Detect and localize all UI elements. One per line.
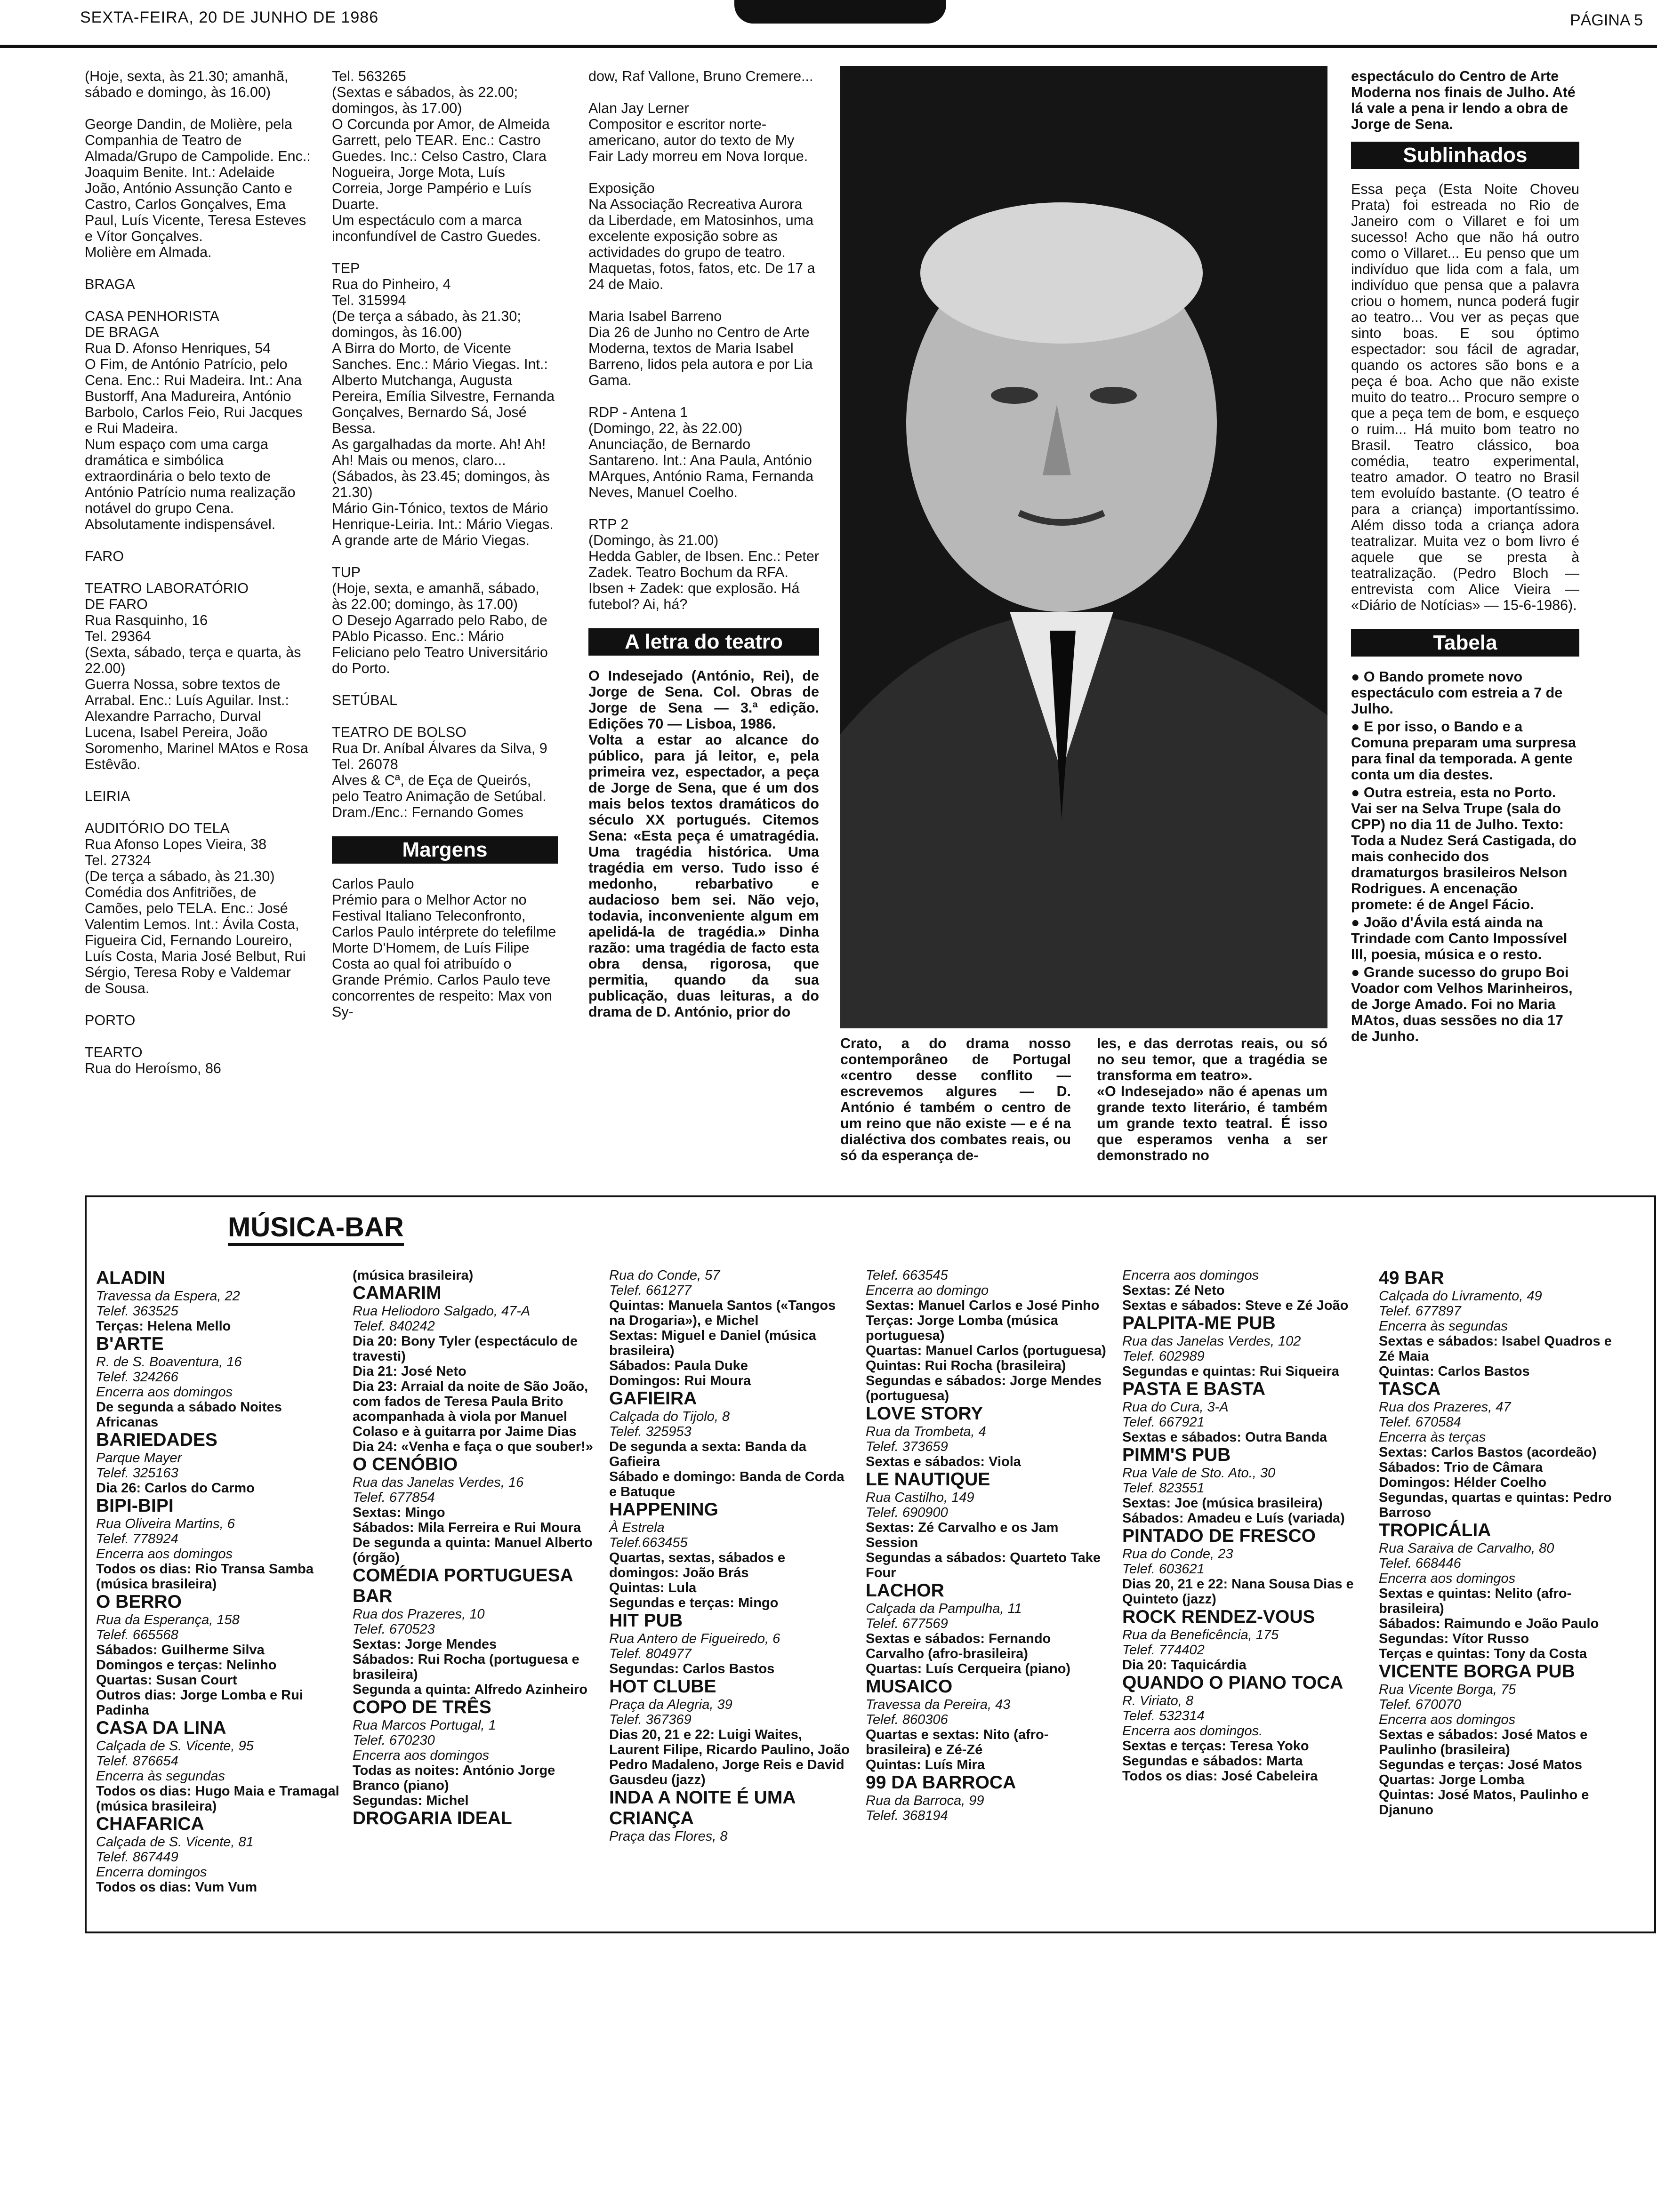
venue-entry: [1122, 1445, 1367, 1526]
venue-schedule: Sábados: Paula Duke: [609, 1358, 748, 1373]
venue-name: PINTADO DE FRESCO: [1122, 1526, 1316, 1546]
venue-name: GAFIEIRA: [609, 1388, 697, 1409]
venue-name: DROGARIA IDEAL: [353, 1808, 512, 1828]
venue-schedule: Segundas e sábados: Marta: [1122, 1754, 1303, 1769]
under-photo-text-a: Crato, a do drama nosso contemporâneo de Portugal «centro desse conflito — escrevemos algures — D. António é também o centro de um reino que não existe — e é na dialéctiva dos combates reais, ou só da esperança de-: [840, 1035, 1071, 1163]
issue-date: SEXTA-FEIRA, 20 DE JUNHO DE 1986: [80, 8, 379, 26]
venue-address: Encerra aos domingos: [353, 1748, 490, 1763]
venue-schedule: Sextas e sábados: Isabel Quadros e Zé Maia: [1379, 1334, 1612, 1364]
musica-bar-column: [1122, 1268, 1367, 1784]
venue-name: HAPPENING: [609, 1499, 718, 1520]
venue-address: Rua Saraiva de Carvalho, 80: [1379, 1541, 1554, 1556]
venue-schedule: Todos os dias: Hugo Maia e Tramagal (música brasileira): [96, 1784, 339, 1814]
venue-name: O BERRO: [96, 1592, 182, 1612]
venue-address: Rua do Conde, 23: [1122, 1547, 1233, 1562]
venue-address: Telef. 667921: [1122, 1415, 1205, 1430]
venue-address: Travessa da Espera, 22: [96, 1289, 240, 1304]
venue-entry: [353, 1283, 597, 1454]
venue-schedule: Quintas: Carlos Bastos: [1379, 1364, 1530, 1379]
venue-address: Rua Antero de Figueiredo, 6: [609, 1631, 780, 1646]
venue-entry: [1122, 1268, 1367, 1313]
venue-address: À Estrela: [609, 1520, 665, 1535]
venue-address: Encerra aos domingos: [96, 1547, 233, 1562]
venue-address: Encerra às terças: [1379, 1430, 1486, 1445]
venue-name: CASA DA LINA: [96, 1718, 226, 1738]
venue-schedule: Quartas: Jorge Lomba: [1379, 1772, 1525, 1787]
tabela-item-text: Grande sucesso do grupo Boi Voador com Velhos Marinheiros, de Jorge Amado. Foi no Maria MAtos, duas sessões no dia 17 de Junho.: [1351, 964, 1573, 1044]
venue-entry: [609, 1787, 854, 1844]
col2-block: Tel. 563265 (Sextas e sábados, às 22.00; domingos, às 17.00) O Corcunda por Amor, de Almeida Garrett, pelo TEAR. Enc.: Castro Guedes. Inc.: Celso Castro, Clara Nogueira, Jorge Mota, Luís Correia, Jorge Pampério e Luís Duarte. Um espectáculo com a marca inconfundível de Castro Guedes.: [332, 68, 550, 244]
venue-schedule: Sextas: Jorge Mendes: [353, 1637, 497, 1652]
venue-name: BARIEDADES: [96, 1430, 217, 1450]
venue-entry: [866, 1469, 1110, 1580]
margens-text: Carlos Paulo Prémio para o Melhor Actor no Festival Italiano Teleconfronto, Carlos Paulo intérprete do telefilme Morte D'Homem, de Luís Filipe Costa ao qual foi atribuído o Grande Prémio. Carlos Paulo teve concorrentes de respeito: Max von Sy-: [332, 876, 556, 1020]
venue-schedule: Sábados: Mila Ferreira e Rui Moura: [353, 1520, 581, 1535]
tabela-item: [1351, 914, 1579, 962]
tabela-item-text: O Bando promete novo espectáculo com estreia a 7 de Julho.: [1351, 669, 1563, 717]
col1-block: TEATRO LABORATÓRIO DE FARO Rua Rasquinho, 16 Tel. 29364 (Sexta, sábado, terça e quarta, às 22.00) Guerra Nossa, sobre textos de Arrabal. Enc.: Luís Aguilar. Inst.: Alexandre Parracho, Durval Lucena, Isabel Pereira, João Soromenho, Marinel MAtos e Rosa Estêvão.: [85, 580, 308, 772]
col1-block: (Hoje, sexta, às 21.30; amanhã, sábado e domingo, às 16.00): [85, 68, 289, 100]
venue-schedule: Sábados: Rui Rocha (portuguesa e brasileira): [353, 1652, 579, 1682]
venue-address: Rua da Barroca, 99: [866, 1793, 984, 1808]
venue-entry: [609, 1268, 854, 1388]
venue-name: INDA A NOITE É UMA CRIANÇA: [609, 1787, 796, 1828]
venue-schedule: Todas as noites: António Jorge Branco (piano): [353, 1763, 555, 1793]
venue-entry: [353, 1454, 597, 1565]
venue-address: Rua Oliveira Martins, 6: [96, 1516, 235, 1531]
venue-address: Telef. 867449: [96, 1850, 178, 1865]
venue-name: QUANDO O PIANO TOCA: [1122, 1673, 1343, 1693]
venue-schedule: Domingos: Rui Moura: [609, 1373, 751, 1388]
venue-schedule: Quartas, sextas, sábados e domingos: João Brás: [609, 1550, 785, 1580]
venue-address: Encerra aos domingos: [96, 1385, 233, 1400]
venue-address: Praça da Alegria, 39: [609, 1697, 732, 1712]
venue-entry: [1379, 1379, 1624, 1520]
venue-schedule: Sextas: Mingo: [353, 1505, 445, 1520]
venue-entry: [1122, 1379, 1367, 1445]
venue-schedule: Quintas: Lula: [609, 1580, 697, 1595]
venue-address: Rua das Janelas Verdes, 16: [353, 1475, 524, 1490]
sublinhados-text: Essa peça (Esta Noite Choveu Prata) foi estreada no Rio de Janeiro com o Villaret e foi um sucesso! Acho que não há outro como o Villaret... Eu penso que um indivíduo que lida com a fala, um indivíduo que pensa que a palavra criou o homem, nunca poderá fugir ao teatro... Vou ver as peças que sinto boas. E sou óptimo espectador: sou fácil de agradar, quando os actores são bons e a peça é boa. Acho que não existe muito do teatro... Procuro sempre o que a peça tem de bom, e esqueço o ruim... Há muito bom teatro no Brasil. Teatro clássico, boa comédia, teatro experimental, teatro amador. O teatro no Brasil tem evoluído bastante. (O teatro é para a criança) importantíssimo. Além disso toda a criança adora teatralizar. Muita vez o bom livro é aquele que se presta à teatralização. (Pedro Bloch — entrevista com Alice Vieira — «Diário de Notícias» — 15-6-1986).: [1351, 181, 1579, 613]
letra-text: O Indesejado (António, Rei), de Jorge de Sena. Col. Obras de Jorge de Sena — 3.ª edição. Edições 70 — Lisboa, 1986. Volta a estar ao alcance do público, para já leitor, e, pela primeira vez, espectador, a peça de Jorge de Sena, que é um dos mais belos textos dramáticos do século XX portugués. Citemos Sena: «Esta peça é umatragédia. Uma tragédia histórica. Uma tragédia em verso. Tudo isso é medonho, rebarbativo e audacioso bem sei. Não vejo, todavia, inconveniente algum em apelidá-la de tragédia.» Dinha razão: uma tragédia de facto esta obra densa, rigorosa, que permitia, quando da sua publicação, duas leituras, a do drama de D. António, prior do: [588, 668, 819, 1020]
venue-address: Telef. 603621: [1122, 1562, 1205, 1577]
venue-name: ROCK RENDEZ-VOUS: [1122, 1607, 1315, 1627]
venue-schedule: De segunda a sexta: Banda da Gafieira: [609, 1439, 807, 1469]
venue-name: COPO DE TRÊS: [353, 1697, 491, 1717]
venue-address: Telef. 670230: [353, 1733, 435, 1748]
venue-entry: [1379, 1520, 1624, 1661]
venue-entry: [866, 1268, 1110, 1403]
venue-address: Telef. 677569: [866, 1616, 948, 1631]
venue-name: HOT CLUBE: [609, 1676, 716, 1697]
venue-address: Telef. 668446: [1379, 1556, 1461, 1571]
venue-schedule: Quintas: Luís Mira: [866, 1757, 985, 1772]
musica-bar-column: [1379, 1268, 1624, 1818]
col3-block: Maria Isabel Barreno Dia 26 de Junho no Centro de Arte Moderna, textos de Maria Isabel Barreno, lidos pela autora e por Lia Gama.: [588, 308, 813, 388]
venue-address: Telef. 876654: [96, 1754, 178, 1769]
venue-address: Encerra aos domingos.: [1122, 1723, 1263, 1739]
venue-address: Rua do Conde, 57: [609, 1268, 720, 1283]
venue-entry: [609, 1611, 854, 1676]
venue-address: Rua Castilho, 149: [866, 1490, 974, 1505]
venue-address: Telef. 324266: [96, 1370, 178, 1385]
venue-entry: [866, 1580, 1110, 1676]
venue-entry: [96, 1268, 341, 1334]
venue-entry: [1379, 1661, 1624, 1818]
venue-name: CHAFARICA: [96, 1814, 204, 1834]
col2-block: TUP (Hoje, sexta, e amanhã, sábado, às 22.00; domingo, às 17.00) O Desejo Agarrado pelo Rabo, de PAblo Picasso. Enc.: Mário Feliciano pelo Teatro Universitário do Porto.: [332, 564, 548, 676]
col3-block: RDP - Antena 1 (Domingo, 22, às 22.00) Anunciação, de Bernardo Santareno. Int.: Ana Paula, António MArques, António Rama, Fernanda Neves, Manuel Coelho.: [588, 404, 814, 500]
venue-schedule: Sextas: Zé Carvalho e os Jam Session: [866, 1520, 1059, 1550]
venue-schedule: Dia 21: José Neto: [353, 1364, 467, 1379]
venue-schedule: Dia 20: Taquicárdia: [1122, 1658, 1247, 1673]
venue-schedule: Segundas e sábados: Jorge Mendes (portuguesa): [866, 1373, 1102, 1403]
venue-schedule: Dias 20, 21 e 22: Luigi Waites, Laurent Filipe, Ricardo Paulino, João Pedro Madaleno, Jorge Reis e David Gausdeu (jazz): [609, 1727, 850, 1787]
col3-block: dow, Raf Vallone, Bruno Cremere...: [588, 68, 813, 84]
venue-address: Telef. 690900: [866, 1505, 948, 1520]
under-photo-text-b: les, e das derrotas reais, ou só no seu temor, que a tragédia se transforma em teatro». «O Indesejado» não é apenas um grande texto literário, é também um grande texto teatral. É isso que esperamos venha a ser demonstrado no: [1097, 1035, 1327, 1163]
venue-schedule: Sextas: Zé Neto: [1122, 1283, 1225, 1298]
venue-schedule: Sextas: Miguel e Daniel (música brasileira): [609, 1328, 816, 1358]
tabela-item: [1351, 785, 1579, 913]
venue-schedule: Dia 23: Arraial da noite de São João, com fados de Teresa Paula Brito acompanhada à viola por Manuel Colaso e à guitarra por Jaime Dias: [353, 1379, 588, 1439]
col3-block: RTP 2 (Domingo, às 21.00) Hedda Gabler, de Ibsen. Enc.: Peter Zadek. Teatro Bochum da RFA. Ibsen + Zadek: que explosão. Há futebol? Ai, há?: [588, 516, 819, 612]
venue-entry: [866, 1676, 1110, 1772]
venue-schedule: Quintas: Rui Rocha (brasileira): [866, 1358, 1066, 1373]
venue-entry: [96, 1718, 341, 1814]
venue-entry: [866, 1772, 1110, 1823]
venue-address: Telef. 670070: [1379, 1697, 1461, 1712]
venue-schedule: Sábados: Guilherme Silva: [96, 1643, 265, 1658]
venue-entry: [609, 1676, 854, 1787]
venue-schedule: Terças: Helena Mello: [96, 1319, 231, 1334]
venue-address: Calçada de S. Vicente, 95: [96, 1739, 254, 1754]
venue-schedule: Dia 26: Carlos do Carmo: [96, 1481, 255, 1496]
tabela-item: [1351, 964, 1579, 1044]
bullet-icon: ●: [1351, 964, 1364, 980]
venue-address: Telef. 774402: [1122, 1643, 1205, 1658]
venue-schedule: Sextas e sábados: Viola: [866, 1454, 1021, 1469]
venue-schedule: Segunda a quinta: Alfredo Azinheiro: [353, 1682, 587, 1697]
venue-schedule: Segundas e terças: Mingo: [609, 1595, 779, 1611]
venue-address: Telef. 661277: [609, 1283, 692, 1298]
venue-entry: [609, 1499, 854, 1611]
venue-schedule: Sábados: Amadeu e Luís (variada): [1122, 1511, 1345, 1526]
tabela-list: [1351, 669, 1579, 1044]
venue-schedule: Sextas e sábados: Outra Banda: [1122, 1430, 1327, 1445]
venue-schedule: Quartas: Manuel Carlos (portuguesa): [866, 1343, 1106, 1358]
venue-address: Parque Mayer: [96, 1451, 182, 1466]
venue-schedule: Quartas: Luís Cerqueira (piano): [866, 1661, 1071, 1676]
venue-name: PASTA E BASTA: [1122, 1379, 1266, 1399]
venue-address: Rua Marcos Portugal, 1: [353, 1718, 496, 1733]
portrait-illustration: [840, 66, 1327, 1028]
venue-address: Rua da Trombeta, 4: [866, 1424, 986, 1439]
venue-address: Encerra às segundas: [1379, 1319, 1508, 1334]
venue-address: Rua Heliodoro Salgado, 47-A: [353, 1304, 531, 1319]
bullet-icon: ●: [1351, 669, 1364, 685]
venue-address: Telef. 804977: [609, 1646, 692, 1661]
col5-top-text: espectáculo do Centro de Arte Moderna nos finais de Julho. Até lá vale a pena ir lendo a obra de Jorge de Sena.: [1351, 68, 1576, 132]
venue-schedule: Sextas: Joe (música brasileira): [1122, 1496, 1323, 1511]
venue-address: Telef. 368194: [866, 1808, 948, 1823]
venue-address: Telef. 325953: [609, 1424, 692, 1439]
venue-address: Telef. 665568: [96, 1627, 178, 1643]
col1-block: George Dandin, de Molière, pela Companhia de Teatro de Almada/Grupo de Campolide. Enc.: Joaquim Benite. Int.: Adelaide João, António Assunção Canto e Castro, Carlos Gonçalves, Ema Paul, Luís Vicente, Teresa Esteves e Vítor Gonçalves. Molière em Almada.: [85, 116, 311, 260]
venue-schedule: Sábados: Raimundo e João Paulo: [1379, 1616, 1599, 1631]
venue-schedule: Sextas e sábados: Fernando Carvalho (afro-brasileira): [866, 1631, 1051, 1661]
venue-address: Rua da Esperança, 158: [96, 1612, 240, 1627]
musica-bar-title: MÚSICA-BAR: [228, 1211, 404, 1246]
venue-address: Telef. 532314: [1122, 1708, 1205, 1723]
bullet-icon: ●: [1351, 785, 1364, 801]
venue-name: LOVE STORY: [866, 1403, 983, 1424]
venue-schedule: Dias 20, 21 e 22: Nana Sousa Dias e Quinteto (jazz): [1122, 1577, 1354, 1607]
venue-schedule: Sábados: Trio de Câmara: [1379, 1460, 1543, 1475]
venue-name: MUSAICO: [866, 1676, 953, 1697]
col1-block: BRAGA: [85, 276, 135, 292]
venue-entry: [96, 1814, 341, 1895]
venue-address: Telef. 823551: [1122, 1481, 1205, 1496]
musica-bar-column: [609, 1268, 854, 1844]
venue-address: Rua do Cura, 3-A: [1122, 1400, 1229, 1415]
venue-schedule: Segundas: Michel: [353, 1793, 469, 1808]
venue-entry: [96, 1592, 341, 1718]
venue-entry: [353, 1697, 597, 1808]
venue-address: Calçada do Livramento, 49: [1379, 1289, 1542, 1304]
venue-schedule: De segunda a sábado Noites Africanas: [96, 1400, 282, 1430]
venue-entry: [1122, 1526, 1367, 1607]
venue-address: Telef. 373659: [866, 1439, 948, 1454]
venue-address: Encerra aos domingos: [1122, 1268, 1259, 1283]
tabela-item-text: E por isso, o Bando e a Comuna preparam uma surpresa para final da temporada. A gente conta um dia destes.: [1351, 719, 1576, 783]
col1-block: CASA PENHORISTA DE BRAGA Rua D. Afonso Henriques, 54 O Fim, de António Patrício, pelo Cena. Enc.: Rui Madeira. Int.: Ana Bustorff, Ana Madureira, António Barbolo, Carlos Feio, Rui Jacques e Rui Madeira. Num espaço com uma carga dramática e simbólica extraordinária o belo texto de António Patrício numa realização notável do grupo Cena. Absolutamente indispensável.: [85, 308, 303, 532]
venue-address: Encerra aos domingos: [1379, 1712, 1516, 1727]
col1-block: LEIRIA: [85, 788, 130, 804]
venue-schedule: Sextas e sábados: José Matos e Paulinho (brasileira): [1379, 1727, 1588, 1757]
col1-block: AUDITÓRIO DO TELA Rua Afonso Lopes Vieira, 38 Tel. 27324 (De terça a sábado, às 21.30) Comédia dos Anfitriões, de Camões, pelo TELA. Enc.: José Valentim Lemos. Int.: Ávila Costa, Figueira Cid, Fernando Loureiro, Luís Costa, Maria José Belbut, Rui Sérgio, Teresa Roby e Valdemar de Sousa.: [85, 820, 306, 996]
venue-name: HIT PUB: [609, 1611, 683, 1631]
venue-schedule: Sextas e quintas: Nelito (afro-brasileira): [1379, 1586, 1572, 1616]
tabela-item: [1351, 719, 1579, 783]
tabela-item-text: Outra estreia, esta no Porto. Vai ser na Selva Trupe (sala do CPP) no dia 11 de Julho. Texto: Toda a Nudez Será Castigada, do mais conhecido dos dramaturgos brasileiros Nelson Rodrigues. A encenação promete: é de Angel Fácio.: [1351, 785, 1577, 913]
venue-name: PIMM'S PUB: [1122, 1445, 1231, 1465]
venue-entry: [96, 1430, 341, 1496]
column-2: [332, 68, 558, 1036]
venue-entry: [353, 1565, 597, 1697]
letra-heading: A letra do teatro: [588, 628, 819, 656]
venue-address: Telef. 363525: [96, 1304, 178, 1319]
venue-schedule: Terças e quintas: Tony da Costa: [1379, 1646, 1587, 1661]
venue-schedule: Quartas e sextas: Nito (afro-brasileira) e Zé-Zé: [866, 1727, 1049, 1757]
col1-block: FARO: [85, 548, 124, 564]
venue-schedule: Todos os dias: Vum Vum: [96, 1880, 257, 1895]
venue-schedule: Domingos: Hélder Coelho: [1379, 1475, 1547, 1490]
venue-address: Travessa da Pereira, 43: [866, 1697, 1011, 1712]
column-3: [588, 68, 819, 1036]
venue-entry: [1122, 1313, 1367, 1379]
venue-schedule: Outros dias: Jorge Lomba e Rui Padinha: [96, 1688, 303, 1718]
venue-entry: [353, 1808, 597, 1829]
venue-address: R. Viriato, 8: [1122, 1693, 1193, 1708]
col1-block: PORTO: [85, 1012, 136, 1028]
venue-address: Praça das Flores, 8: [609, 1829, 728, 1844]
col2-block: TEATRO DE BOLSO Rua Dr. Aníbal Álvares da Silva, 9 Tel. 26078 Alves & Cª, de Eça de Queirós, pelo Teatro Animação de Setúbal. Dram./Enc.: Fernando Gomes: [332, 724, 547, 820]
venue-address: Calçada da Pampulha, 11: [866, 1601, 1022, 1616]
venue-name: B'ARTE: [96, 1334, 164, 1354]
venue-schedule: Sextas e terças: Teresa Yoko: [1122, 1739, 1309, 1754]
venue-schedule: Quintas: José Matos, Paulinho e Djanuno: [1379, 1787, 1589, 1818]
column-5: [1351, 68, 1579, 1046]
musica-bar-column: [353, 1268, 597, 1829]
musica-bar-section: [85, 1195, 1656, 1933]
venue-schedule: Segundas e terças: José Matos: [1379, 1757, 1582, 1772]
tabela-item: [1351, 669, 1579, 717]
venue-schedule: Sextas: Manuel Carlos e José Pinho: [866, 1298, 1100, 1313]
venue-name: CAMARIM: [353, 1283, 442, 1303]
venue-entry: [1122, 1673, 1367, 1784]
col2-block: TEP Rua do Pinheiro, 4 Tel. 315994 (De terça a sábado, às 21.30; domingos, às 16.00) A Birra do Morto, de Vicente Sanches. Enc.: Mário Viegas. Int.: Alberto Mutchanga, Augusta Pereira, Emília Silvestre, Fernanda Gonçalves, Bernardo Sá, José Bessa. As gargalhadas da morte. Ah! Ah! Ah! Mais ou menos, claro... (Sábados, às 23.45; domingos, às 21.30) Mário Gin-Tónico, textos de Mário Henrique-Leiria. Int.: Mário Viegas. A grande arte de Mário Viegas.: [332, 260, 555, 548]
venue-address: Telef. 860306: [866, 1712, 948, 1727]
venue-schedule: Segundas: Vítor Russo: [1379, 1631, 1529, 1646]
venue-address: Telef. 677854: [353, 1490, 435, 1505]
venue-schedule: Dia 20: Bony Tyler (espectáculo de travesti): [353, 1334, 578, 1364]
tabela-heading: Tabela: [1351, 629, 1579, 657]
venue-schedule: Quintas: Manuela Santos («Tangos na Drogaria»), e Michel: [609, 1298, 836, 1328]
venue-entry: [1379, 1268, 1624, 1379]
venue-schedule: Domingos e terças: Nelinho: [96, 1658, 277, 1673]
venue-schedule: Todos os dias: José Cabeleira: [1122, 1769, 1318, 1784]
venue-entry: [866, 1403, 1110, 1469]
venue-name: PALPITA-ME PUB: [1122, 1313, 1276, 1333]
venue-entry: [353, 1268, 597, 1283]
column-1: [85, 68, 311, 1092]
venue-address: Telef. 677897: [1379, 1304, 1461, 1319]
venue-schedule: Quartas: Susan Court: [96, 1673, 237, 1688]
venue-name: LE NAUTIQUE: [866, 1469, 990, 1490]
venue-entry: [1122, 1607, 1367, 1673]
under-photo-right: [1097, 1035, 1327, 1179]
venue-address: Calçada do Tijolo, 8: [609, 1409, 730, 1424]
venue-address: Telef.663455: [609, 1535, 688, 1550]
col3-block: Alan Jay Lerner Compositor e escritor norte-americano, autor do texto de My Fair Lady morreu em Nova Iorque.: [588, 100, 808, 164]
venue-address: Rua das Janelas Verdes, 102: [1122, 1334, 1301, 1349]
venue-address: Encerra ao domingo: [866, 1283, 989, 1298]
venue-address: Telef. 670523: [353, 1622, 435, 1637]
margens-heading: Margens: [332, 836, 558, 864]
musica-bar-column: [96, 1268, 341, 1895]
bullet-icon: ●: [1351, 719, 1364, 735]
page-header: [0, 0, 1657, 48]
venue-name: VICENTE BORGA PUB: [1379, 1661, 1575, 1682]
bullet-icon: ●: [1351, 914, 1364, 930]
venue-entry: [609, 1388, 854, 1499]
venue-name: COMÉDIA PORTUGUESA BAR: [353, 1565, 573, 1606]
venue-entry: [96, 1496, 341, 1592]
venue-schedule: De segunda a quinta: Manuel Alberto (órgão): [353, 1535, 593, 1565]
musica-bar-column: [866, 1268, 1110, 1823]
venue-address: Calçada de S. Vicente, 81: [96, 1835, 254, 1850]
tabela-item-text: João d'Ávila está ainda na Trindade com Canto Impossível III, poesia, música e o resto.: [1351, 914, 1568, 962]
venue-address: Rua dos Prazeres, 10: [353, 1607, 485, 1622]
venue-address: Rua da Beneficência, 175: [1122, 1627, 1279, 1643]
venue-schedule: Segundas e quintas: Rui Siqueira: [1122, 1364, 1339, 1379]
venue-schedule: Segundas: Carlos Bastos: [609, 1661, 775, 1676]
venue-address: Rua Vale de Sto. Ato., 30: [1122, 1466, 1276, 1481]
venue-address: Encerra aos domingos: [1379, 1571, 1516, 1586]
portrait-photo: [840, 66, 1327, 1028]
venue-schedule: (música brasileira): [353, 1268, 474, 1283]
venue-schedule: Terças: Jorge Lomba (música portuguesa): [866, 1313, 1058, 1343]
venue-schedule: Sábado e domingo: Banda de Corda e Batuque: [609, 1469, 845, 1499]
under-photo-left: [840, 1035, 1071, 1179]
venue-address: Encerra às segundas: [96, 1769, 225, 1784]
col1-block: TEARTO Rua do Heroísmo, 86: [85, 1044, 221, 1076]
venue-name: TASCA: [1379, 1379, 1441, 1399]
venue-schedule: Sextas e sábados: Steve e Zé João: [1122, 1298, 1349, 1313]
page-number: PÁGINA 5: [1570, 11, 1643, 29]
venue-name: LACHOR: [866, 1580, 944, 1601]
venue-name: 49 BAR: [1379, 1268, 1444, 1288]
venue-schedule: Sextas: Carlos Bastos (acordeão): [1379, 1445, 1597, 1460]
venue-address: Rua dos Prazeres, 47: [1379, 1400, 1511, 1415]
venue-address: Telef. 840242: [353, 1319, 435, 1334]
venue-address: Telef. 670584: [1379, 1415, 1461, 1430]
venue-name: 99 DA BARROCA: [866, 1772, 1016, 1793]
venue-address: Encerra domingos: [96, 1865, 207, 1880]
venue-name: BIPI-BIPI: [96, 1496, 174, 1516]
venue-name: ALADIN: [96, 1268, 166, 1288]
venue-schedule: Dia 24: «Venha e faça o que souber!»: [353, 1439, 593, 1454]
venue-name: O CENÓBIO: [353, 1454, 458, 1475]
venue-address: Telef. 778924: [96, 1531, 178, 1547]
venue-entry: [96, 1334, 341, 1430]
venue-address: Telef. 367369: [609, 1712, 692, 1727]
venue-address: Telef. 602989: [1122, 1349, 1205, 1364]
venue-address: Telef. 663545: [866, 1268, 948, 1283]
col2-block: SETÚBAL: [332, 692, 397, 708]
venue-schedule: Segundas a sábados: Quarteto Take Four: [866, 1550, 1101, 1580]
venue-schedule: Todos os dias: Rio Transa Samba (música brasileira): [96, 1562, 314, 1592]
venue-name: TROPICÁLIA: [1379, 1520, 1491, 1540]
sublinhados-heading: Sublinhados: [1351, 142, 1579, 169]
masthead-logo: [734, 0, 946, 24]
venue-address: R. de S. Boaventura, 16: [96, 1354, 242, 1370]
venue-schedule: Segundas, quartas e quintas: Pedro Barroso: [1379, 1490, 1612, 1520]
col3-block: Exposição Na Associação Recreativa Aurora da Liberdade, em Matosinhos, uma excelente exposição sobre as actividades do grupo de teatro. Maquetas, fotos, fatos, etc. De 17 a 24 de Maio.: [588, 180, 815, 292]
venue-address: Rua Vicente Borga, 75: [1379, 1682, 1516, 1697]
venue-address: Telef. 325163: [96, 1466, 178, 1481]
